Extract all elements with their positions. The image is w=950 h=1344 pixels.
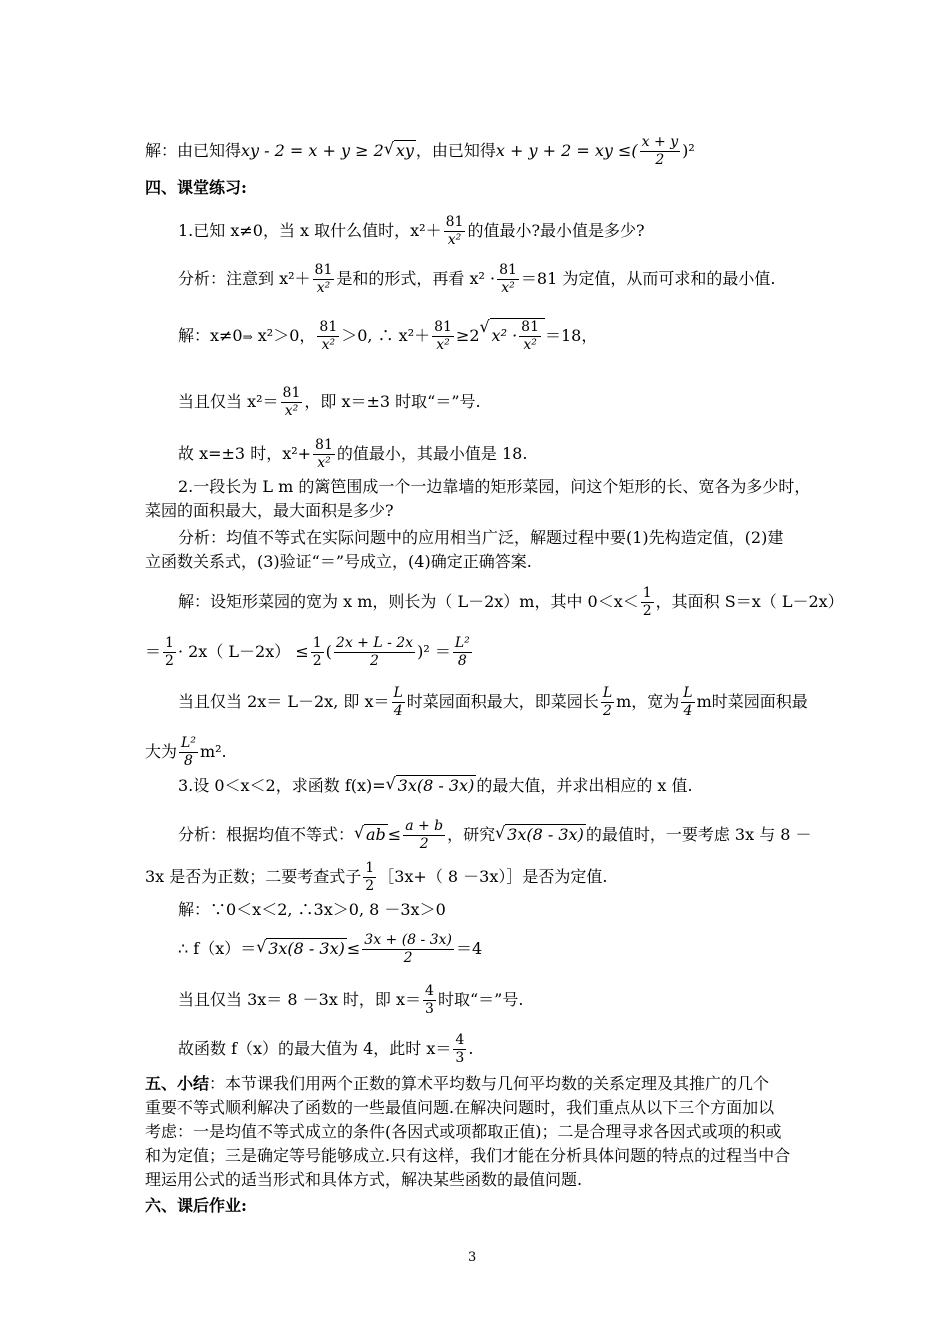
fraction: $\frac{81}{\text{x²}}$ bbox=[319, 319, 338, 353]
fraction: $\frac{81}{\text{x²}}$ bbox=[499, 262, 517, 296]
page-number: 3 bbox=[468, 1250, 477, 1265]
exercise-2-analysis-1: 分析：均值不等式在实际问题中的应用相当广泛，解题过程中要(1)先构造定值，(2)建 bbox=[178, 528, 784, 547]
exercise-2-analysis-2: 立函数关系式，(3)验证“＝”号成立，(4)确定正确答案. bbox=[145, 552, 532, 571]
sqrt: √ ab bbox=[364, 824, 388, 845]
summary-line-5: 理运用公式的适当形式和具体方式，解决某些函数的最值问题. bbox=[145, 1170, 583, 1189]
sqrt: √ x² · $\frac{81}{\text{x²}}$ bbox=[490, 318, 545, 354]
solution-line-1: 解：由已知得xy - 2 = x + y ≥ 2√ xy ，由已知得x + y + 2 = xy ≤( $\frac{x + y}{2}$ )² bbox=[145, 134, 695, 169]
exercise-3-solution-2: ∴ f（x）＝√ 3x(8 - 3x) ≤ $\frac{3x + (8 - 3x)}{2}$ ＝4 bbox=[178, 932, 482, 967]
exercise-2-equality: 当且仅当 2x＝ L－2x, 即 x＝ $\frac{L}{4}$ 时菜园面积最大，即菜园长 $\frac{L}{2}$ m，宽为 $\frac{L}{4}$ m时菜园面积最 bbox=[178, 685, 808, 719]
fraction: $\frac{\text{L²}}{8}$ bbox=[454, 635, 470, 669]
fraction: $\frac{81}{\text{x²}}$ bbox=[445, 214, 464, 248]
fraction: $\frac{81}{\text{x²}}$ bbox=[314, 262, 333, 296]
fraction: $\frac{L}{4}$ bbox=[683, 685, 693, 719]
sqrt: √ 3x(8 - 3x) bbox=[396, 775, 477, 796]
exercise-1-conclusion: 故 x=±3 时，x²+ $\frac{81}{\text{x²}}$ 的值最小，其最小值是 18. bbox=[178, 437, 528, 471]
fraction: $\frac{x + y}{2}$ bbox=[641, 134, 679, 168]
exercise-3-equality: 当且仅当 3x＝ 8 －3x 时，即 x＝ $\frac{4}{3}$ 时取“＝”号. bbox=[178, 983, 524, 1017]
fraction: $\frac{L}{2}$ bbox=[602, 685, 613, 719]
section-heading-6: 六、课后作业: bbox=[145, 1196, 247, 1215]
exercise-2-solution-2: ＝ $\frac{1}{2}$ · 2x（ L－2x） ≤ $\frac{1}{2}$ ( $\frac{2x + L - 2x}{2}$ )² ＝ $\frac{\text{L²}}{8}$ bbox=[145, 635, 470, 669]
exercise-2-max-area: 大为 $\frac{\text{L²}}{8}$ m². bbox=[145, 735, 227, 769]
summary-line-4: 和为定值；三是确定等号能够成立.只有这样，我们才能在分析具体问题的特点的过程当中合 bbox=[145, 1146, 791, 1165]
exercise-1-analysis: 分析：注意到 x²＋ $\frac{81}{\text{x²}}$ 是和的形式，再看 x² · $\frac{81}{\text{x²}}$ ＝81 为定值，从而可求和的最小值. bbox=[178, 262, 776, 296]
exercise-3-solution-1: 解：∵0＜x＜2, ∴3x＞0, 8 －3x＞0 bbox=[178, 900, 446, 919]
fraction: $\frac{81}{\text{x²}}$ bbox=[282, 385, 301, 419]
fraction: $\frac{L}{4}$ bbox=[393, 685, 403, 719]
exercise-3-conclusion: 故函数 f（x）的最大值为 4，此时 x＝ $\frac{4}{3}$ . bbox=[178, 1032, 474, 1066]
summary-line-3: 考虑：一是均值不等式成立的条件(各因式或项都取正值)；二是合理寻求各因式或项的积或 bbox=[145, 1122, 782, 1141]
summary-line-2: 重要不等式顺利解决了函数的一些最值问题.在解决问题时，我们重点从以下三个方面加以 bbox=[145, 1098, 775, 1117]
exercise-2-line-2: 菜园的面积最大，最大面积是多少? bbox=[145, 501, 394, 520]
fraction: $\frac{\text{L²}}{8}$ bbox=[181, 735, 196, 769]
exercise-3: 3.设 0＜x＜2，求函数 f(x)=√ 3x(8 - 3x) 的最大值，并求出相应的 x 值. bbox=[178, 775, 693, 796]
exercise-1-equality: 当且仅当 x²＝ $\frac{81}{\text{x²}}$ ，即 x＝±3 时取“＝”号. bbox=[178, 385, 481, 419]
fraction: $\frac{4}{3}$ bbox=[425, 983, 434, 1017]
sqrt: √ 3x(8 - 3x) bbox=[505, 824, 586, 845]
section-heading-5: 五、小结 bbox=[145, 1074, 210, 1093]
fraction: $\frac{a + b}{2}$ bbox=[405, 818, 444, 852]
fraction: $\frac{1}{2}$ bbox=[312, 635, 322, 669]
fraction: $\frac{1}{2}$ bbox=[365, 860, 375, 894]
section-heading-4: 四、课堂练习: bbox=[145, 178, 247, 197]
sqrt: √ 3x(8 - 3x) bbox=[266, 938, 347, 959]
fraction: $\frac{3x + (8 - 3x)}{2}$ bbox=[364, 932, 452, 966]
exercise-3-analysis-1: 分析：根据均值不等式：√ ab ≤ $\frac{a + b}{2}$ ，研究√ 3x(8 - 3x) 的最值时，一要考虑 3x 与 8 － bbox=[178, 818, 812, 853]
exercise-1-solution: 解：x≠0⇒ x²＞0， $\frac{81}{\text{x²}}$ ＞0, ∴ x²＋ $\frac{81}{\text{x²}}$ ≥2√ x² · $\frac{81}{\text{x²}}$ ＝18， bbox=[178, 318, 597, 354]
fraction: $\frac{1}{2}$ bbox=[642, 585, 652, 619]
fraction: $\frac{4}{3}$ bbox=[455, 1032, 465, 1066]
fraction: $\frac{81}{\text{x²}}$ bbox=[434, 319, 452, 353]
exercise-3-analysis-2: 3x 是否为正数；二要考查式子 $\frac{1}{2}$ ［3x+（ 8 －3x）］是否为定值. bbox=[145, 860, 608, 894]
fraction: $\frac{1}{2}$ bbox=[165, 635, 174, 669]
exercise-2-solution-1: 解：设矩形菜园的宽为 x m，则长为（ L－2x）m，其中 0＜x＜ $\frac{1}{2}$ ，其面积 S＝x（ L－2x） bbox=[178, 585, 844, 619]
exercise-2-line-1: 2.一段长为 L m 的篱笆围成一个一边靠墙的矩形菜园，问这个矩形的长、宽各为多少时， bbox=[178, 477, 811, 496]
summary-line-1: 五、小结：本节课我们用两个正数的算术平均数与几何平均数的关系定理及其推广的几个 bbox=[145, 1074, 770, 1093]
fraction: $\frac{81}{\text{x²}}$ bbox=[315, 437, 333, 471]
exercise-1: 1.已知 x≠0，当 x 取什么值时，x²＋ $\frac{81}{\text{x²}}$ 的值最小?最小值是多少? bbox=[178, 214, 645, 248]
fraction: $\frac{2x + L - 2x}{2}$ bbox=[335, 635, 414, 669]
